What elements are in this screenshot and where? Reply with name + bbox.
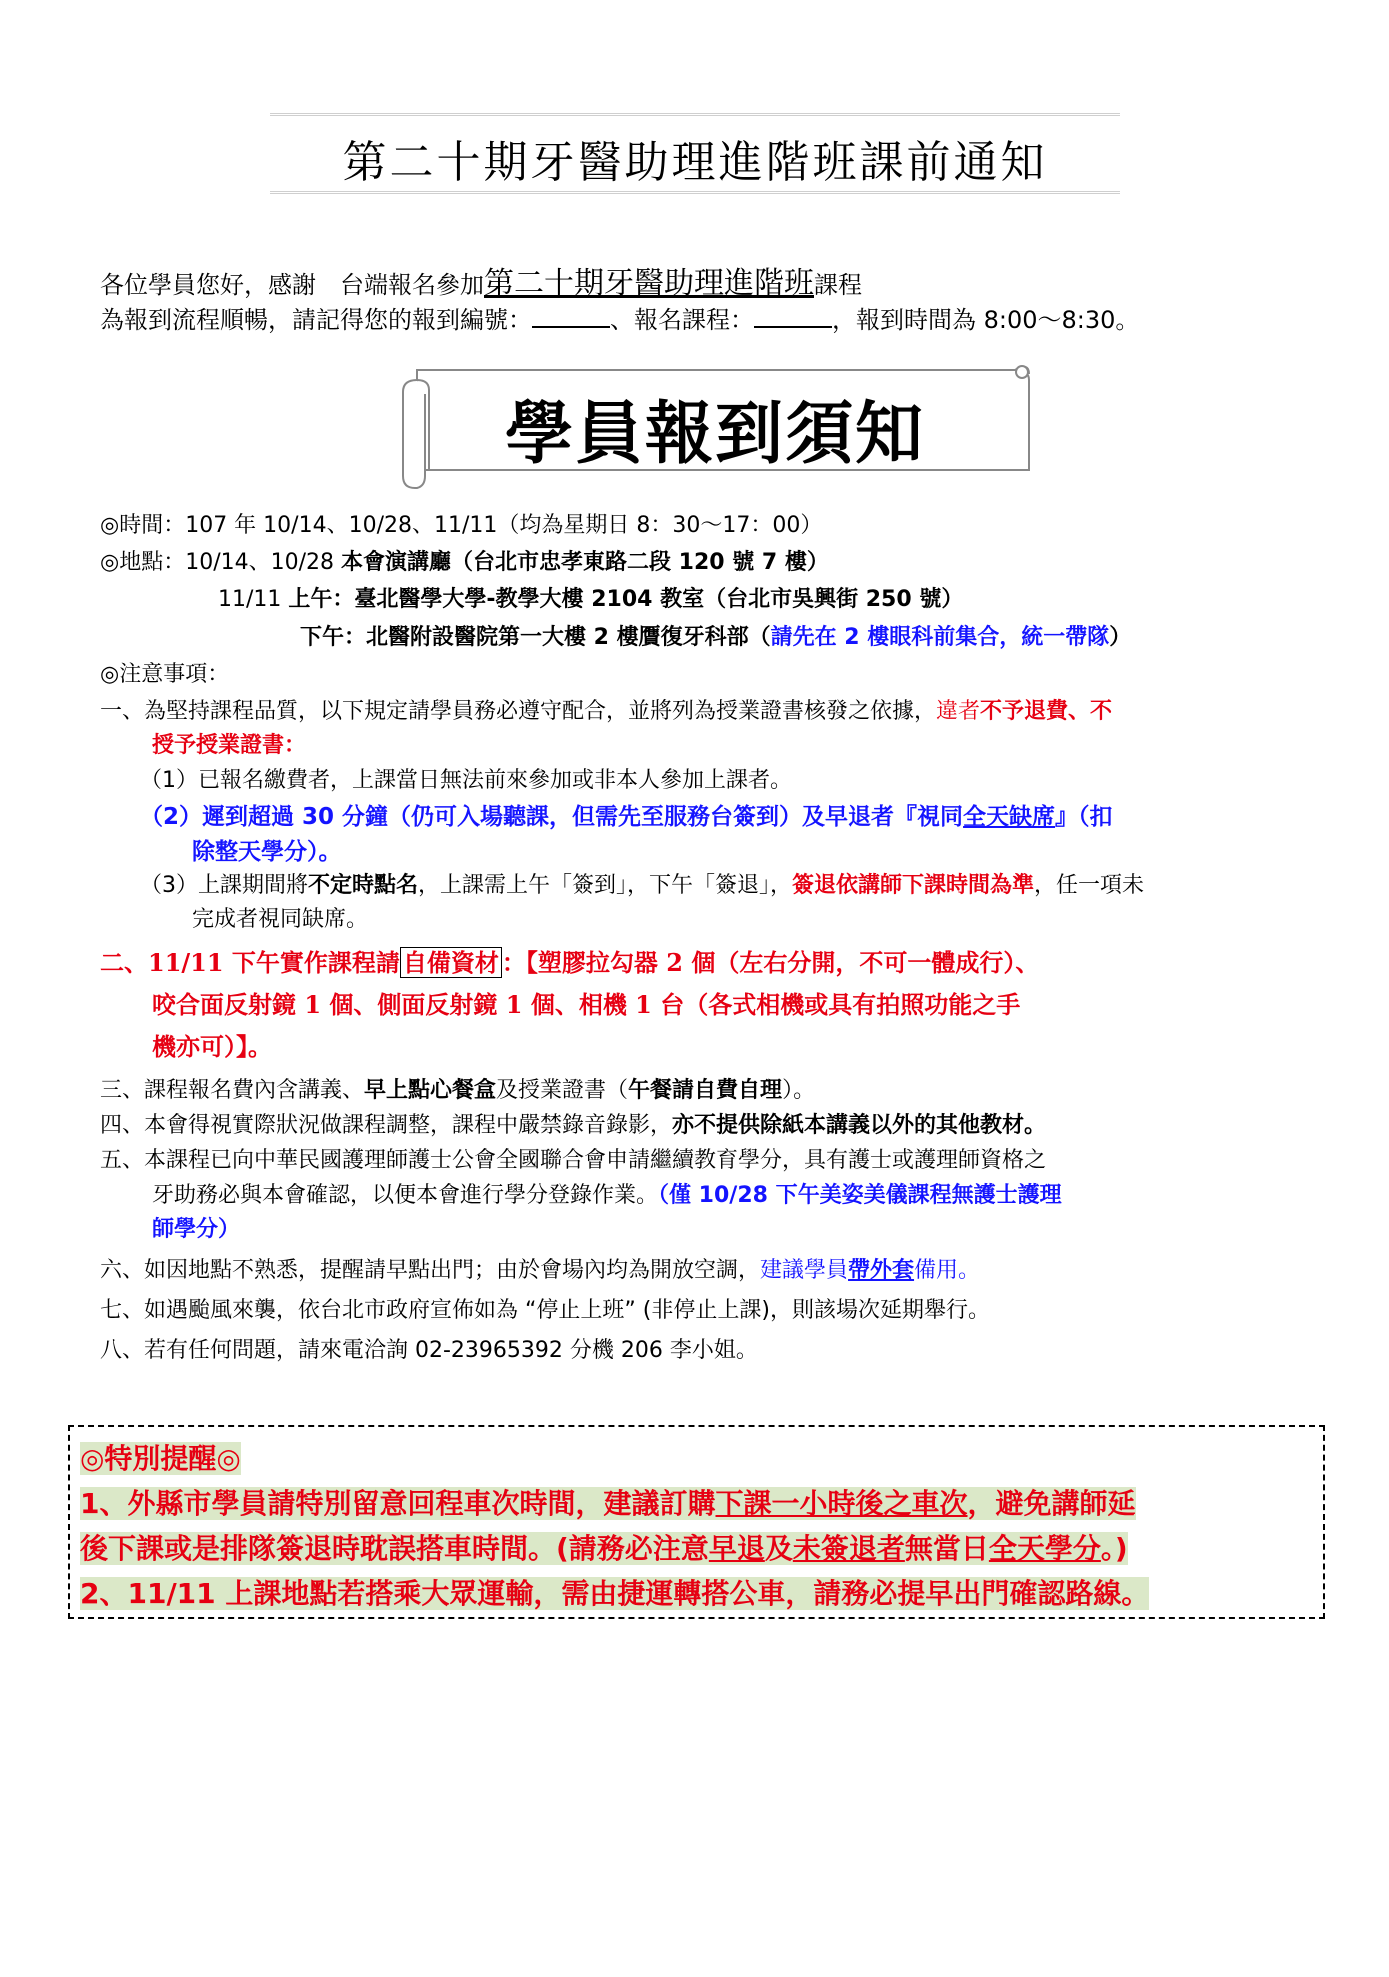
- item-8: 八、若有任何問題，請來電洽詢 02-23965392 分機 206 李小姐。: [100, 1338, 758, 1363]
- item-6-jacket: 帶外套: [848, 1258, 915, 1283]
- item-7: 七、如遇颱風來襲，依台北市政府宣佈如為 “停止上班” (非停止上課)，則該場次延期舉行。: [100, 1298, 990, 1323]
- sub-item-3-e: ，任一項未: [1034, 873, 1145, 898]
- reminder-2-nosign: 未簽退者: [792, 1532, 905, 1565]
- sub-item-3-rollcall: 不定時點名: [308, 873, 419, 898]
- place-afternoon: 下午：北醫附設醫院第一大樓 2 樓贋復牙科部（: [300, 625, 771, 650]
- sub-item-3-line-2: 完成者視同缺席。: [192, 907, 369, 932]
- item-4-a: 四、本會得視實際狀況做課程調整，課程中嚴禁錄音錄影，: [100, 1113, 673, 1138]
- time-line: ◎時間：107 年 10/14、10/28、11/11（均為星期日 8：30～17：00）: [100, 513, 823, 538]
- notes-header: ◎注意事項：: [100, 662, 230, 687]
- item-5: 五、本課程已向中華民國護理師護士公會全國聯合會申請繼續教育學分，具有護士或護理師資格之: [100, 1148, 1047, 1173]
- item-3-c: 及授業證書（: [496, 1078, 629, 1103]
- item-3-snack: 早上點心餐盒: [364, 1078, 497, 1103]
- item-2-self-prepared: 自備資材: [400, 947, 502, 978]
- intro-course-name: 第二十期牙醫助理進階班: [484, 266, 814, 301]
- sub-item-3-a: （3）上課期間將: [140, 873, 308, 898]
- checkin-number-blank: [532, 304, 610, 328]
- item-3-lunch: 午餐請自費自理: [628, 1078, 783, 1103]
- item-1: [100, 694, 1112, 725]
- scroll-banner: [395, 358, 1035, 493]
- course-blank: [754, 304, 832, 328]
- reminder-line-1: [80, 1482, 1136, 1522]
- item-2-b: ：【塑膠拉勾器 2 個（左右分開，不可一體成行）、: [501, 948, 1040, 977]
- item-4-no-materials: 亦不提供除紙本講義以外的其他教材。: [672, 1113, 1047, 1138]
- item-1-text: 一、為堅持課程品質，以下規定請學員務必遵守配合，並將列為授業證書核發之依據，: [100, 699, 937, 724]
- item-1-and-no: 、不: [1068, 699, 1113, 724]
- item-5-line-3: 師學分）: [152, 1217, 241, 1242]
- item-6-a: 六、如因地點不熟悉，提醒請早點出門；由於會場內均為開放空調，: [100, 1258, 761, 1283]
- item-1-no-refund: 不予退費: [980, 699, 1069, 724]
- item-5-line-2: [152, 1178, 1062, 1209]
- item-1-line-2: [152, 728, 306, 759]
- sub-item-3-c: ，上課需上午「簽到」，下午「簽退」，: [418, 873, 793, 898]
- item-6-suggest: 建議學員: [760, 1258, 849, 1283]
- sub-item-2-text: 遲到超過 30 分鐘（仍可入場聽課，但需先至服務台簽到）及早退者『視同: [202, 804, 964, 830]
- sub-item-2-number: （2）: [140, 804, 203, 830]
- reminder-1-train: 下課一小時後之車次: [715, 1487, 968, 1520]
- reminder-2-early: 早退: [708, 1532, 765, 1565]
- sub-item-3: [140, 868, 1144, 899]
- intro-line-1: [100, 258, 862, 302]
- item-2-a: 二、11/11 下午實作課程請: [100, 948, 400, 977]
- banner-title: 學員報到須知: [504, 395, 925, 474]
- item-6-spare: 備用。: [914, 1258, 981, 1283]
- place-line-3: [300, 620, 1131, 651]
- item-2-line-2: 咬合面反射鏡 1 個、側面反射鏡 1 個、相機 1 台（各式相機或具有拍照功能之手: [152, 990, 1021, 1019]
- reminder-line-2: [80, 1527, 1128, 1567]
- sub-item-2-line-2: 除整天學分）。: [192, 839, 342, 865]
- reminder-2c: 無當日: [904, 1532, 989, 1565]
- item-4: [100, 1108, 1046, 1139]
- sub-item-2-cont: 』（扣: [1055, 804, 1113, 830]
- place-afternoon-end: ）: [1109, 625, 1132, 650]
- place-gather-note: 請先在 2 樓眼科前集合，統一帶隊: [770, 625, 1110, 650]
- reminder-header-text: ◎特別提醒◎: [80, 1442, 241, 1475]
- place-line-2: [218, 582, 963, 613]
- sub-item-1: （1）已報名繳費者，上課當日無法前來參加或非本人參加上課者。: [140, 768, 792, 793]
- place-label: ◎地點：10/14、10/28: [100, 550, 341, 575]
- sub-item-2-absent: 全天缺席: [963, 804, 1056, 830]
- intro-checkin-time: ，報到時間為 8:00～8:30。: [832, 306, 1140, 334]
- page-title: 第二十期牙醫助理進階班課前通知: [342, 137, 1048, 188]
- reminder-2-credit: 全天學分: [988, 1532, 1101, 1565]
- reminder-header: [80, 1437, 241, 1477]
- item-6: [100, 1253, 980, 1284]
- intro-course-suffix: 課程: [814, 271, 862, 299]
- item-5-b: 牙助務必與本會確認，以便本會進行學分登錄作業。: [152, 1183, 659, 1208]
- reminder-1b: ，避免講師延: [967, 1487, 1136, 1520]
- place-date: 11/11: [218, 587, 289, 612]
- reminder-3: 2、11/11 上課地點若搭乘大眾運輸，需由捷運轉搭公車，請務必提早出門確認路線。: [80, 1577, 1150, 1610]
- special-reminder-box: [68, 1425, 1325, 1619]
- item-1-violator: 違者: [936, 699, 981, 724]
- item-2-line-3: 機亦可）】。: [152, 1032, 272, 1061]
- reminder-1a: 1、外縣市學員請特別留意回程車次時間，建議訂購: [80, 1487, 716, 1520]
- reminder-2d: 。): [1100, 1532, 1128, 1565]
- reminder-2b: 及: [764, 1532, 793, 1565]
- place-hall: 本會演講廳（台北市忠孝東路二段 120 號 7 樓）: [341, 550, 829, 575]
- title-box: [270, 113, 1120, 194]
- reminder-2a: 後下課或是排隊簽退時耽誤搭車時間。(請務必注意: [80, 1532, 709, 1565]
- place-morning: 上午：臺北醫學大學-教學大樓 2104 教室（台北市吳興街 250 號）: [288, 587, 964, 612]
- item-2: [100, 943, 1039, 978]
- item-3-e: ）。: [782, 1078, 816, 1103]
- item-3-a: 三、課程報名費內含講義、: [100, 1078, 365, 1103]
- place-line-1: [100, 545, 829, 576]
- intro-greeting: 各位學員您好，感謝 台端報名參加: [100, 271, 484, 299]
- sub-item-3-signout-rule: 簽退依講師下課時間為準: [792, 873, 1035, 898]
- intro-line-2: [100, 300, 1139, 335]
- reminder-line-3: [80, 1572, 1149, 1612]
- intro-course-label: 、報名課程：: [610, 306, 754, 334]
- item-1-colon: ：: [284, 733, 307, 758]
- item-1-no-certificate: 授予授業證書: [152, 733, 285, 758]
- item-3: [100, 1073, 815, 1104]
- item-5-note: （僅 10/28 下午美姿美儀課程無護士護理: [658, 1183, 1062, 1208]
- intro-checkin-label: 為報到流程順暢，請記得您的報到編號：: [100, 306, 532, 334]
- sub-item-2: [140, 798, 1113, 831]
